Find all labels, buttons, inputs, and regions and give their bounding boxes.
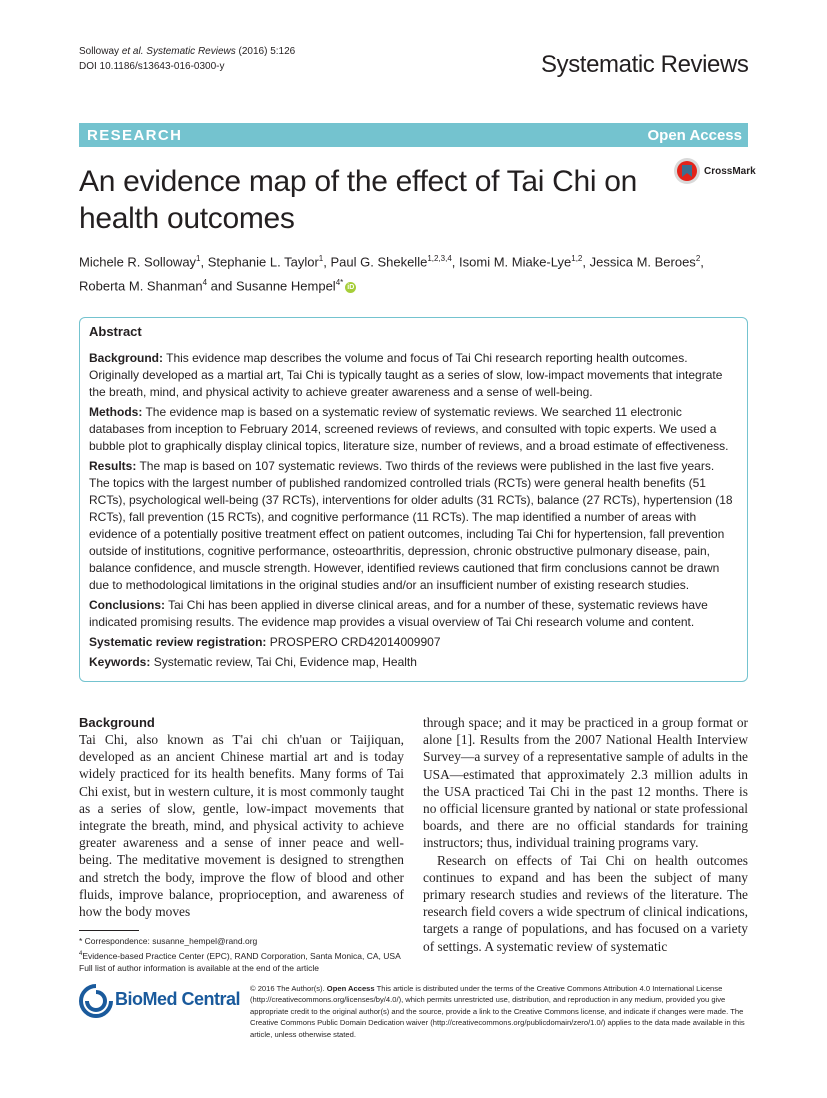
abstract-registration: Systematic review registration: PROSPERO CRD42014009907 xyxy=(89,635,441,649)
author-affiliation: 4* xyxy=(335,278,344,288)
author-name: Jessica M. Beroes xyxy=(589,254,696,270)
background-heading: Background xyxy=(79,715,155,730)
crossmark-label: CrossMark xyxy=(704,166,756,177)
author-info-note: Full list of author information is available at the end of the article xyxy=(79,962,320,973)
citation-authors: Solloway xyxy=(79,46,120,57)
license-statement: © 2016 The Author(s). Open Access This article is distributed under the terms of the Creative Commons Attribution 4.0 International License (http://creativecommons.org/licenses/by/4.0/), which permits unrestricted use, distribution, and reproduction in any medium, provided you give appropriate credit to the original author(s) and the source, provide a link to the Creative Commons license, and indicate if changes were made. The Creative Commons Public Domain Dedication waiver (http://creativecommons.org/publicdomain/zero/1.0/) applies to the data made available in this article, unless otherwise stated. xyxy=(250,984,745,1039)
abstract-heading: Abstract xyxy=(89,324,142,339)
body-paragraph-2: Research on effects of Tai Chi on health outcomes continues to expand and has been the subject of many primary research studies and reviews of the literature. The research field covers a wide spectrum of clinical indications, targets a range of populations, and has focused on a variety of settings. A systematic review of systematic xyxy=(423,852,748,954)
author-affiliation: 1,2 xyxy=(571,254,583,263)
abstract-box xyxy=(79,317,748,682)
journal-name: Systematic Reviews xyxy=(541,51,749,78)
citation-rest: (2016) 5:126 xyxy=(235,46,296,57)
abstract-methods: Methods: The evidence map is based on a systematic review of systematic reviews. We searched 11 electronic databases from inception to February 2014, screened reviews of reviews, and consulted with topic experts. We used a bubble plot to graphically display clinical topics, literature size, number of reviews, and a broad estimate of effectiveness. xyxy=(89,405,729,453)
body-paragraph-1: through space; and it may be practiced in a group format or alone [1]. Results from the 2007 National Health Interview Survey—a survey of a representative sample of adults in the USA—estimated that approximately 2.3 million adults in the USA practiced Tai Chi in the past 12 months. There is no official licensure granted by national or state professional boards, and there are no official standards for training instructors; thus, individual training programs vary. xyxy=(423,715,748,851)
author-name: Stephanie L. Taylor xyxy=(207,254,319,270)
author-affiliation: 4 xyxy=(202,278,208,288)
author-name: Michele R. Solloway xyxy=(79,254,197,270)
affiliation-note: $^4$Evidence-based Practice Center (EPC), RAND Corporation, Santa Monica, CA, USA xyxy=(79,950,401,961)
author-name: Susanne Hempel xyxy=(235,278,336,294)
article-type-label: RESEARCH xyxy=(87,127,183,144)
citation-header xyxy=(79,44,295,74)
crossmark-badge[interactable] xyxy=(673,157,756,187)
biomed-central-icon xyxy=(79,984,113,1018)
article-type-banner xyxy=(79,123,748,147)
body-column-right xyxy=(423,714,748,955)
author-affiliation: 2 xyxy=(695,254,701,263)
correspondence: * Correspondence: susanne_hempel@rand.org xyxy=(79,936,258,946)
footnote-divider xyxy=(79,930,139,931)
author-affiliation: 1 xyxy=(318,254,324,263)
biomed-central-logo xyxy=(79,983,239,1019)
abstract-results: Results: The map is based on 107 systematic reviews. Two thirds of the reviews were published in the last five years. The topics with the largest number of published randomized controlled trials (RCTs) were general health benefits (51 RCTs), psychological well-being (37 RCTs), interventions for older adults (31 RCTs), balance (27 RCTs), hypertension (18 RCTs), fall prevention (15 RCTs), and cognitive performance (11 RCTs). The map identified a number of areas with evidence of a potentially positive treatment effect on patient outcomes, including Tai Chi for hypertension, fall prevention outside of institutions, cognitive performance, osteoarthritis, depression, chronic obstructive pulmonary disease, pain, balance confidence, and muscle strength. However, identified reviews cautioned that firm conclusions cannot be drawn due to methodological limitations in the original studies and/or an insufficient number of existing research studies. xyxy=(89,459,733,592)
author-list: Michele R. Solloway$^1$, Stephanie L. Taylor$^1$, Paul G. Shekelle$^{1,2,3,4}$, Isomi M. Miake-Lye$^{1,2}$, Jessica M. Beroes$^2$, Roberta M. Shanman$^4$ and Susanne Hempel$^{4*}$ iD xyxy=(79,254,704,294)
author-name: Paul G. Shekelle xyxy=(330,254,428,270)
author-name: Isomi M. Miake-Lye xyxy=(459,254,572,270)
author-affiliation: 1,2,3,4 xyxy=(427,254,452,263)
crossmark-icon xyxy=(673,157,701,185)
abstract-background: Background: This evidence map describes the volume and focus of Tai Chi research reporting health outcomes. Originally developed as a martial art, Tai Chi is typically taught as a series of slow, low-impact movements that integrate the breath, mind, and physical activity to achieve greater awareness and a sense of well-being. xyxy=(89,351,723,399)
citation-etal: et al. Systematic Reviews xyxy=(121,46,236,57)
abstract-keywords: Keywords: Systematic review, Tai Chi, Evidence map, Health xyxy=(89,655,417,669)
abstract-conclusions: Conclusions: Tai Chi has been applied in diverse clinical areas, and for a number of these, systematic reviews have indicated promising results. The evidence map provides a visual overview of Tai Chi research volume and content. xyxy=(89,598,708,629)
orcid-icon[interactable]: iD xyxy=(347,283,355,291)
open-access-label: Open Access xyxy=(647,127,742,144)
author-affiliation: 1 xyxy=(196,254,201,263)
biomed-central-text: BioMed Central xyxy=(115,989,241,1009)
article-title: An evidence map of the effect of Tai Chi on health outcomes xyxy=(79,165,638,235)
footnotes xyxy=(79,935,409,974)
body-column-left xyxy=(79,714,404,920)
author-name: Roberta M. Shanman xyxy=(79,278,203,294)
doi: DOI 10.1186/s13643-016-0300-y xyxy=(79,61,225,72)
background-paragraph: Tai Chi, also known as T'ai chi ch'uan or Taijiquan, developed as an ancient Chinese martial art and is today widely practiced for its health benefits. Many forms of Tai Chi exist, but in western culture, it is most commonly taught as a series of slow, gentle, low-impact movements that integrate the breath, mind, and physical activity to achieve greater awareness and a sense of inner peace and well-being. The meditative movement is designed to strengthen and stretch the body, improve the flow of blood and other fluids, improve balance, proprioception, and awareness of how the body moves xyxy=(79,732,404,920)
